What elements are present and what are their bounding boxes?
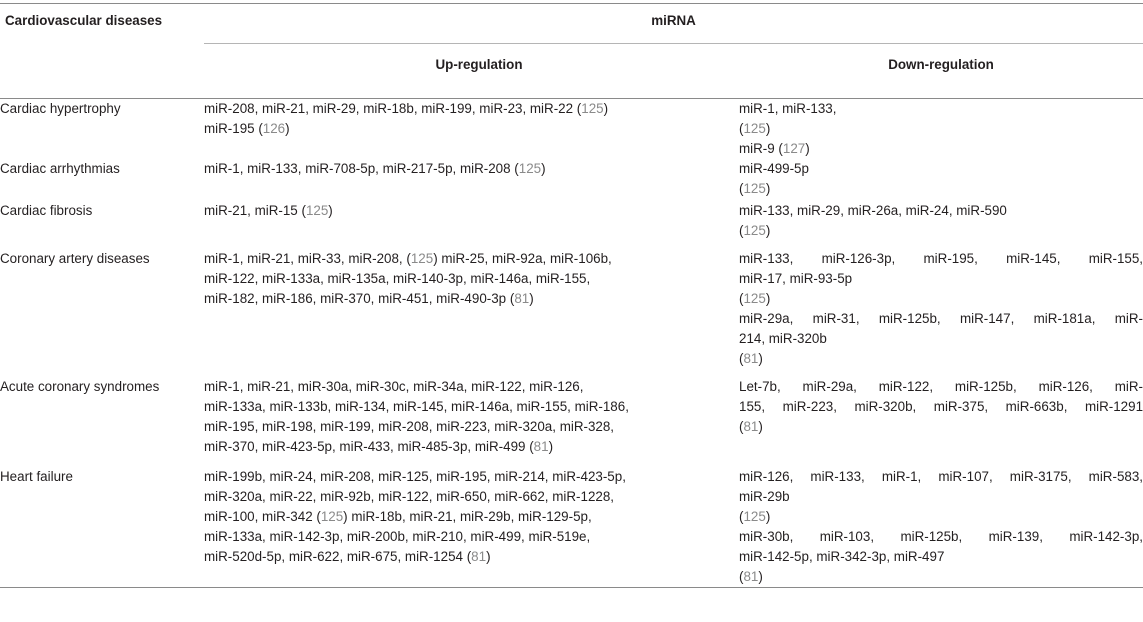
cell-line bbox=[739, 397, 1143, 417]
cell-line bbox=[739, 329, 1143, 349]
disease-cell: Cardiac arrhythmias bbox=[0, 161, 120, 176]
table-row bbox=[0, 467, 1143, 588]
cell-line bbox=[204, 527, 739, 547]
cell-line bbox=[204, 99, 739, 119]
cell-line bbox=[204, 417, 739, 437]
mirna-list-text: miR-133, miR-126-3p, miR-195, miR-145, miR-155, bbox=[739, 251, 1143, 266]
mirna-list-text: miR-199b, miR-24, miR-208, miR-125, miR-195, miR-214, miR-423-5p, bbox=[204, 469, 626, 484]
down-regulation-cell bbox=[739, 249, 1143, 377]
citation-ref: 125 bbox=[743, 291, 766, 306]
header-row-top bbox=[0, 4, 1143, 44]
cell-line bbox=[739, 99, 1143, 119]
citation-ref: 125 bbox=[743, 509, 766, 524]
header-row-sub bbox=[0, 44, 1143, 99]
disease-cell: Cardiac fibrosis bbox=[0, 203, 93, 218]
table-row bbox=[0, 99, 1143, 160]
mirna-list-text: ) bbox=[765, 509, 771, 524]
citation-ref: 81 bbox=[743, 419, 759, 434]
cell-line bbox=[739, 507, 1143, 527]
cell-line bbox=[739, 467, 1143, 487]
cell-line bbox=[204, 377, 739, 397]
citation-ref: 125 bbox=[410, 251, 434, 266]
citation-ref: 81 bbox=[514, 291, 530, 306]
mirna-list-text: miR-9 ( bbox=[739, 141, 783, 156]
mirna-list-text: miR-182, miR-186, miR-370, miR-451, miR-490-3p ( bbox=[204, 291, 515, 306]
mirna-table bbox=[0, 3, 1143, 588]
mirna-list-text: miR-142-5p, miR-342-3p, miR-497 bbox=[739, 549, 945, 564]
cell-line bbox=[739, 249, 1143, 269]
mirna-list-text: ) bbox=[486, 549, 491, 564]
mirna-list-text: miR-100, miR-342 ( bbox=[204, 509, 321, 524]
citation-ref: 81 bbox=[471, 549, 487, 564]
cell-line bbox=[739, 201, 1143, 221]
cell-line bbox=[204, 289, 739, 309]
up-regulation-cell bbox=[204, 159, 739, 201]
disease-cell: Acute coronary syndromes bbox=[0, 379, 160, 394]
up-regulation-cell bbox=[204, 467, 739, 588]
mirna-list-text: ( bbox=[739, 291, 744, 306]
disease-cell: Coronary artery diseases bbox=[0, 251, 150, 266]
down-regulation-cell bbox=[739, 201, 1143, 249]
mirna-list-text: ) bbox=[765, 291, 771, 306]
cell-line bbox=[204, 159, 739, 179]
header-spacer bbox=[0, 44, 204, 99]
cell-line bbox=[204, 201, 739, 221]
mirna-list-text: miR-320a, miR-22, miR-92b, miR-122, miR-650, miR-662, miR-1228, bbox=[204, 489, 615, 504]
cell-line bbox=[739, 221, 1143, 241]
mirna-list-text: miR-1, miR-21, miR-33, miR-208, ( bbox=[204, 251, 411, 266]
cell-line bbox=[739, 567, 1143, 587]
cell-line bbox=[739, 159, 1143, 179]
cell-line bbox=[739, 527, 1143, 547]
mirna-list-text: ) bbox=[805, 141, 810, 156]
disease-cell: Heart failure bbox=[0, 467, 204, 588]
cell-line bbox=[739, 269, 1143, 289]
mirna-list-text: ) bbox=[285, 121, 290, 136]
mirna-list-text: miR-30b, miR-103, miR-125b, miR-139, miR-142-3p, bbox=[739, 529, 1143, 544]
up-regulation-header: Up-regulation bbox=[204, 44, 739, 99]
cell-line bbox=[204, 437, 739, 457]
cell-line bbox=[204, 467, 739, 487]
cell-line bbox=[739, 547, 1143, 567]
mirna-list-text: ( bbox=[739, 351, 744, 366]
down-regulation-cell bbox=[739, 159, 1143, 201]
mirna-list-text: miR-370, miR-423-5p, miR-433, miR-485-3p, miR-499 ( bbox=[204, 439, 534, 454]
mirna-list-text: ) bbox=[765, 181, 771, 196]
mirna-list-text: miR-499-5p bbox=[739, 161, 809, 176]
cell-line bbox=[204, 119, 739, 139]
mirna-list-text: miR-195 ( bbox=[204, 121, 263, 136]
mirna-list-text: miR-17, miR-93-5p bbox=[739, 271, 853, 286]
table-row bbox=[0, 159, 1143, 201]
mirna-list-text: Let-7b, miR-29a, miR-122, miR-125b, miR-126, miR- bbox=[739, 379, 1143, 394]
mirna-list-text: ) bbox=[541, 161, 546, 176]
up-regulation-cell bbox=[204, 201, 739, 249]
mirna-list-text: miR-29b bbox=[739, 489, 790, 504]
down-regulation-cell bbox=[739, 99, 1143, 160]
mirna-list-text: ) bbox=[765, 223, 771, 238]
mirna-list-text: miR-21, miR-15 ( bbox=[204, 203, 306, 218]
mirna-list-text: miR-133a, miR-133b, miR-134, miR-145, miR-146a, miR-155, miR-186, bbox=[204, 399, 629, 414]
mirna-list-text: miR-1, miR-133, miR-708-5p, miR-217-5p, miR-208 ( bbox=[204, 161, 519, 176]
mirna-list-text: ) miR-25, miR-92a, miR-106b, bbox=[433, 251, 612, 266]
up-regulation-cell bbox=[204, 249, 739, 377]
cell-line bbox=[204, 269, 739, 289]
mirna-list-text: miR-1, miR-21, miR-30a, miR-30c, miR-34a, miR-122, miR-126, bbox=[204, 379, 584, 394]
mirna-list-text: ( bbox=[739, 181, 744, 196]
table-row bbox=[0, 249, 1143, 377]
mirna-list-text: ( bbox=[739, 419, 744, 434]
mirna-list-text: ( bbox=[739, 121, 744, 136]
mirna-list-text: ) miR-18b, miR-21, miR-29b, miR-129-5p, bbox=[343, 509, 592, 524]
table-row bbox=[0, 377, 1143, 467]
mirna-list-text: 155, miR-223, miR-320b, miR-375, miR-663b, miR-1291 bbox=[739, 399, 1143, 414]
mirna-list-text: ) bbox=[758, 419, 763, 434]
citation-ref: 81 bbox=[743, 351, 759, 366]
mirna-list-text: miR-126, miR-133, miR-1, miR-107, miR-3175, miR-583, bbox=[739, 469, 1143, 484]
citation-ref: 125 bbox=[320, 509, 344, 524]
citation-ref: 127 bbox=[782, 141, 806, 156]
cell-line bbox=[739, 487, 1143, 507]
cell-line bbox=[739, 309, 1143, 329]
cell-line bbox=[739, 139, 1143, 159]
mirna-list-text: miR-133, miR-29, miR-26a, miR-24, miR-590 bbox=[739, 203, 1007, 218]
mirna-list-text: 214, miR-320b bbox=[739, 331, 827, 346]
cell-line bbox=[739, 119, 1143, 139]
mirna-group-header: miRNA bbox=[204, 4, 1143, 44]
cell-line bbox=[739, 417, 1143, 437]
table-row bbox=[0, 201, 1143, 249]
down-regulation-cell bbox=[739, 467, 1143, 588]
disease-column-header: Cardiovascular diseases bbox=[0, 4, 204, 44]
cell-line bbox=[739, 179, 1143, 199]
cell-line bbox=[204, 397, 739, 417]
cell-line bbox=[204, 487, 739, 507]
citation-ref: 125 bbox=[581, 101, 604, 116]
mirna-list-text: ) bbox=[328, 203, 333, 218]
citation-ref: 126 bbox=[262, 121, 286, 136]
mirna-list-text: ) bbox=[758, 351, 763, 366]
mirna-list-text: ) bbox=[765, 121, 771, 136]
mirna-list-text: miR-195, miR-198, miR-199, miR-208, miR-223, miR-320a, miR-328, bbox=[204, 419, 615, 434]
mirna-list-text: ( bbox=[739, 569, 744, 584]
cell-line bbox=[739, 349, 1143, 369]
mirna-list-text: ) bbox=[758, 569, 763, 584]
mirna-list-text: miR-1, miR-133, bbox=[739, 101, 837, 116]
mirna-list-text: miR-208, miR-21, miR-29, miR-18b, miR-199, miR-23, miR-22 ( bbox=[204, 101, 582, 116]
cell-line bbox=[204, 249, 739, 269]
mirna-list-text: ) bbox=[529, 291, 534, 306]
disease-cell: Cardiac hypertrophy bbox=[0, 101, 121, 116]
cell-line bbox=[204, 547, 739, 567]
down-regulation-header: Down-regulation bbox=[739, 44, 1143, 99]
table-header bbox=[0, 4, 1143, 99]
cell-line bbox=[739, 289, 1143, 309]
up-regulation-cell bbox=[204, 99, 739, 160]
citation-ref: 125 bbox=[743, 121, 766, 136]
citation-ref: 125 bbox=[743, 181, 766, 196]
mirna-list-text: ( bbox=[739, 509, 744, 524]
cell-line bbox=[204, 507, 739, 527]
down-regulation-cell bbox=[739, 377, 1143, 467]
mirna-list-text: miR-133a, miR-142-3p, miR-200b, miR-210, miR-499, miR-519e, bbox=[204, 529, 591, 544]
mirna-list-text: ( bbox=[739, 223, 744, 238]
table-body bbox=[0, 99, 1143, 588]
cell-line bbox=[739, 377, 1143, 397]
citation-ref: 81 bbox=[743, 569, 759, 584]
citation-ref: 81 bbox=[533, 439, 549, 454]
up-regulation-cell bbox=[204, 377, 739, 467]
mirna-list-text: miR-122, miR-133a, miR-135a, miR-140-3p, miR-146a, miR-155, bbox=[204, 271, 591, 286]
citation-ref: 125 bbox=[743, 223, 766, 238]
mirna-list-text: ) bbox=[603, 101, 609, 116]
citation-ref: 125 bbox=[518, 161, 542, 176]
citation-ref: 125 bbox=[305, 203, 329, 218]
mirna-list-text: miR-520d-5p, miR-622, miR-675, miR-1254 ( bbox=[204, 549, 472, 564]
mirna-list-text: ) bbox=[548, 439, 554, 454]
mirna-list-text: miR-29a, miR-31, miR-125b, miR-147, miR-181a, miR- bbox=[739, 311, 1143, 326]
